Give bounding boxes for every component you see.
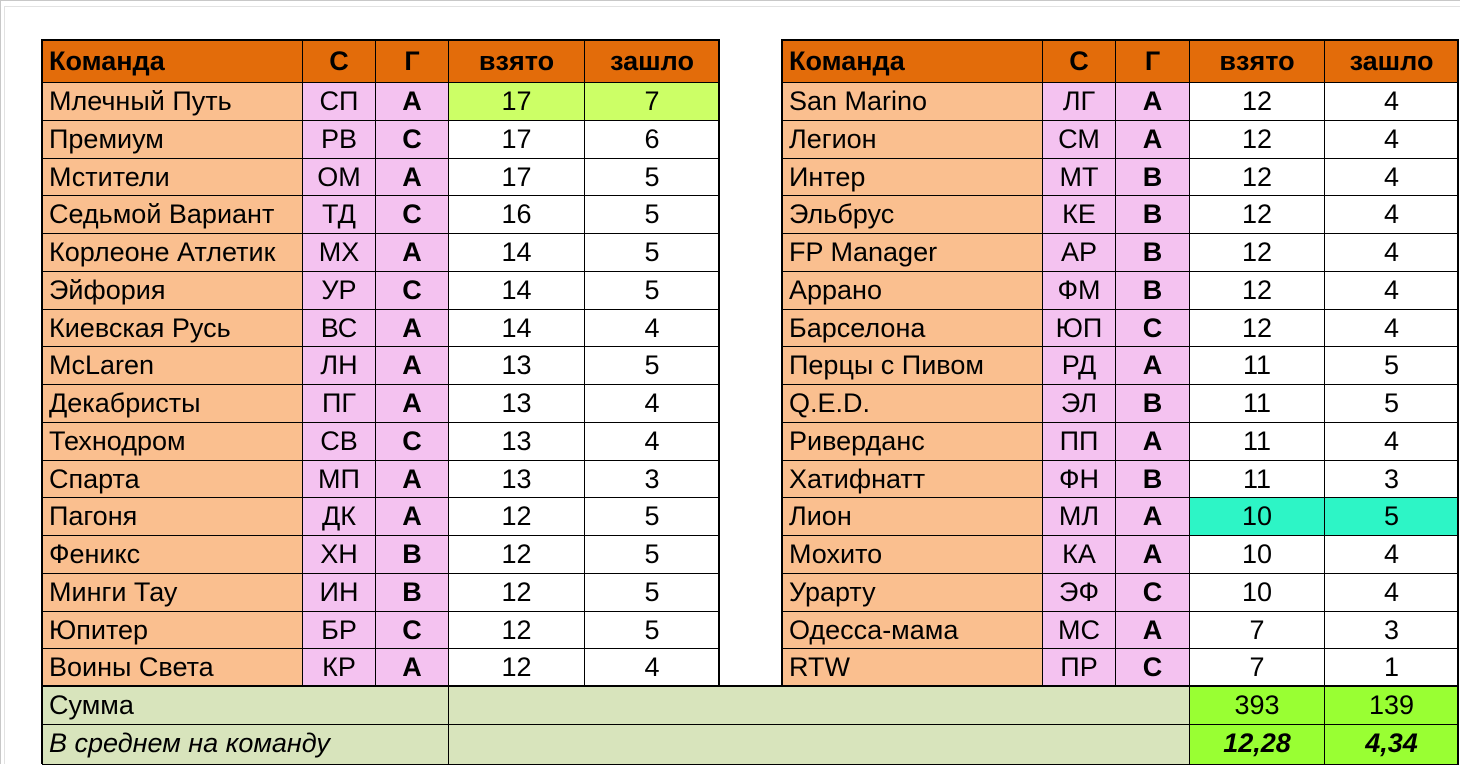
- left-row-taken[interactable]: 12: [448, 648, 585, 687]
- right-row-conceded[interactable]: 4: [1324, 422, 1459, 461]
- left-row-s[interactable]: ПГ: [302, 384, 376, 423]
- right-row-team[interactable]: Мохито: [782, 535, 1043, 574]
- right-row-conceded[interactable]: 3: [1324, 460, 1459, 498]
- right-row-team[interactable]: San Marino: [782, 82, 1043, 121]
- right-row-conceded[interactable]: 4: [1324, 195, 1459, 234]
- left-row-team[interactable]: Эйфория: [42, 271, 303, 310]
- right-row-team[interactable]: Хатифнатт: [782, 460, 1043, 498]
- right-row-taken[interactable]: 12: [1189, 158, 1325, 196]
- left-row-conceded[interactable]: 5: [584, 158, 720, 196]
- right-row-g[interactable]: С: [1115, 648, 1190, 687]
- right-row-conceded[interactable]: 4: [1324, 82, 1459, 121]
- left-row-s[interactable]: БР: [302, 611, 376, 649]
- left-row-team[interactable]: Пагоня: [42, 497, 303, 536]
- left-row-team[interactable]: Киевская Русь: [42, 309, 303, 347]
- left-row-team[interactable]: Технодром: [42, 422, 303, 461]
- right-row-team[interactable]: Аррано: [782, 271, 1043, 310]
- left-header-team: Команда: [42, 40, 303, 83]
- right-row-conceded[interactable]: 3: [1324, 611, 1459, 649]
- left-row-taken[interactable]: 12: [448, 497, 585, 536]
- right-row-conceded[interactable]: 4: [1324, 271, 1459, 310]
- left-row-s[interactable]: ЛН: [302, 346, 376, 385]
- left-row-taken[interactable]: 17: [448, 158, 585, 196]
- left-row-g[interactable]: В: [375, 535, 449, 574]
- left-header-conceded: зашло: [584, 40, 720, 83]
- left-row-taken[interactable]: 12: [448, 573, 585, 612]
- avg-filler: [448, 724, 1190, 765]
- left-row-g[interactable]: С: [375, 195, 449, 234]
- right-row-team[interactable]: Q.E.D.: [782, 384, 1043, 423]
- right-row-s[interactable]: КА: [1042, 535, 1116, 574]
- left-row-team[interactable]: Декабристы: [42, 384, 303, 423]
- left-row-s[interactable]: ХН: [302, 535, 376, 574]
- left-header-s: С: [302, 40, 376, 83]
- summary-top-border: [41, 685, 1459, 687]
- right-row-g[interactable]: А: [1115, 535, 1190, 574]
- right-row-s[interactable]: ПП: [1042, 422, 1116, 461]
- sum-conceded[interactable]: 139: [1324, 686, 1459, 725]
- sum-label: Сумма: [42, 686, 449, 725]
- right-row-g[interactable]: В: [1115, 271, 1190, 310]
- left-row-conceded[interactable]: 4: [584, 309, 720, 347]
- left-row-taken[interactable]: 12: [448, 535, 585, 574]
- right-row-taken[interactable]: 12: [1189, 82, 1325, 121]
- right-row-team[interactable]: Легион: [782, 120, 1043, 159]
- right-row-g[interactable]: В: [1115, 384, 1190, 423]
- right-row-conceded[interactable]: 4: [1324, 573, 1459, 612]
- left-row-conceded[interactable]: 5: [584, 611, 720, 649]
- left-row-team[interactable]: Воины Света: [42, 648, 303, 687]
- right-header-conceded: зашло: [1324, 40, 1459, 83]
- left-row-taken[interactable]: 14: [448, 271, 585, 310]
- right-row-s[interactable]: ЛГ: [1042, 82, 1116, 121]
- right-row-taken[interactable]: 11: [1189, 422, 1325, 461]
- right-row-taken[interactable]: 11: [1189, 346, 1325, 385]
- left-row-taken[interactable]: 14: [448, 233, 585, 272]
- right-row-team[interactable]: Лион: [782, 497, 1043, 536]
- right-row-g[interactable]: В: [1115, 158, 1190, 196]
- left-row-taken[interactable]: 13: [448, 460, 585, 498]
- left-outer-border: [41, 39, 43, 764]
- left-row-s[interactable]: МХ: [302, 233, 376, 272]
- left-row-g[interactable]: А: [375, 82, 449, 121]
- left-header-taken: взято: [448, 40, 585, 83]
- right-row-taken[interactable]: 12: [1189, 120, 1325, 159]
- avg-conceded[interactable]: 4,34: [1324, 724, 1459, 765]
- left-row-s[interactable]: ОМ: [302, 158, 376, 196]
- right-row-s[interactable]: ЭЛ: [1042, 384, 1116, 423]
- left-row-s[interactable]: УР: [302, 271, 376, 310]
- right-row-taken[interactable]: 11: [1189, 384, 1325, 423]
- right-table-top-border: [781, 39, 1459, 41]
- left-row-s[interactable]: СП: [302, 82, 376, 121]
- sum-taken[interactable]: 393: [1189, 686, 1325, 725]
- right-row-g[interactable]: А: [1115, 497, 1190, 536]
- right-row-taken[interactable]: 7: [1189, 648, 1325, 687]
- right-row-s[interactable]: ФМ: [1042, 271, 1116, 310]
- left-row-taken[interactable]: 13: [448, 422, 585, 461]
- left-row-conceded[interactable]: 4: [584, 384, 720, 423]
- right-outer-border: [1457, 39, 1459, 764]
- avg-taken[interactable]: 12,28: [1189, 724, 1325, 765]
- left-row-s[interactable]: КР: [302, 648, 376, 687]
- right-row-conceded[interactable]: 1: [1324, 648, 1459, 687]
- right-row-taken[interactable]: 12: [1189, 195, 1325, 234]
- right-row-team[interactable]: Эльбрус: [782, 195, 1043, 234]
- right-row-s[interactable]: РД: [1042, 346, 1116, 385]
- right-row-conceded[interactable]: 5: [1324, 346, 1459, 385]
- left-row-g[interactable]: С: [375, 422, 449, 461]
- right-header-g: Г: [1115, 40, 1190, 83]
- right-header-team: Команда: [782, 40, 1043, 83]
- right-row-taken[interactable]: 12: [1189, 271, 1325, 310]
- right-row-s[interactable]: АР: [1042, 233, 1116, 272]
- left-row-conceded[interactable]: 5: [584, 535, 720, 574]
- left-row-g[interactable]: А: [375, 460, 449, 498]
- right-row-team[interactable]: Барселона: [782, 309, 1043, 347]
- left-table-top-border: [41, 39, 720, 41]
- sum-filler: [448, 686, 1190, 725]
- left-row-conceded[interactable]: 4: [584, 648, 720, 687]
- left-row-g[interactable]: А: [375, 497, 449, 536]
- left-row-g[interactable]: А: [375, 346, 449, 385]
- left-row-conceded[interactable]: 5: [584, 573, 720, 612]
- avg-label: В среднем на команду: [42, 724, 449, 765]
- left-row-taken[interactable]: 13: [448, 384, 585, 423]
- left-table-right-border: [718, 39, 720, 687]
- right-row-g[interactable]: А: [1115, 346, 1190, 385]
- left-row-team[interactable]: McLaren: [42, 346, 303, 385]
- right-row-team[interactable]: Урарту: [782, 573, 1043, 612]
- right-row-team[interactable]: Риверданс: [782, 422, 1043, 461]
- right-row-s[interactable]: СМ: [1042, 120, 1116, 159]
- right-row-conceded[interactable]: 4: [1324, 535, 1459, 574]
- right-table-left-border: [781, 39, 783, 687]
- right-row-s[interactable]: МТ: [1042, 158, 1116, 196]
- left-row-team[interactable]: Премиум: [42, 120, 303, 159]
- left-row-g[interactable]: А: [375, 158, 449, 196]
- left-row-taken[interactable]: 13: [448, 346, 585, 385]
- left-row-g[interactable]: А: [375, 309, 449, 347]
- left-row-team[interactable]: Седьмой Вариант: [42, 195, 303, 234]
- left-row-conceded[interactable]: 7: [584, 82, 720, 121]
- left-row-team[interactable]: Корлеоне Атлетик: [42, 233, 303, 272]
- right-row-conceded[interactable]: 4: [1324, 233, 1459, 272]
- right-row-g[interactable]: А: [1115, 120, 1190, 159]
- right-row-conceded[interactable]: 4: [1324, 158, 1459, 196]
- left-row-g[interactable]: С: [375, 271, 449, 310]
- left-row-team[interactable]: Спарта: [42, 460, 303, 498]
- right-row-taken[interactable]: 10: [1189, 573, 1325, 612]
- right-row-taken[interactable]: 12: [1189, 233, 1325, 272]
- right-row-team[interactable]: Перцы с Пивом: [782, 346, 1043, 385]
- right-row-s[interactable]: ЮП: [1042, 309, 1116, 347]
- left-row-s[interactable]: ИН: [302, 573, 376, 612]
- right-row-conceded[interactable]: 4: [1324, 309, 1459, 347]
- right-row-s[interactable]: ФН: [1042, 460, 1116, 498]
- left-row-taken[interactable]: 16: [448, 195, 585, 234]
- left-row-g[interactable]: А: [375, 384, 449, 423]
- right-row-g[interactable]: А: [1115, 82, 1190, 121]
- left-row-team[interactable]: Мстители: [42, 158, 303, 196]
- right-row-team[interactable]: Интер: [782, 158, 1043, 196]
- left-row-conceded[interactable]: 5: [584, 271, 720, 310]
- left-row-taken[interactable]: 17: [448, 120, 585, 159]
- right-row-conceded[interactable]: 4: [1324, 120, 1459, 159]
- right-row-s[interactable]: КЕ: [1042, 195, 1116, 234]
- right-row-g[interactable]: А: [1115, 422, 1190, 461]
- right-row-team[interactable]: RTW: [782, 648, 1043, 687]
- left-row-conceded[interactable]: 6: [584, 120, 720, 159]
- right-row-g[interactable]: В: [1115, 460, 1190, 498]
- right-row-s[interactable]: МЛ: [1042, 497, 1116, 536]
- left-row-g[interactable]: С: [375, 120, 449, 159]
- right-row-g[interactable]: С: [1115, 309, 1190, 347]
- left-row-team[interactable]: Млечный Путь: [42, 82, 303, 121]
- left-row-conceded[interactable]: 5: [584, 497, 720, 536]
- left-row-taken[interactable]: 12: [448, 611, 585, 649]
- left-row-conceded[interactable]: 5: [584, 233, 720, 272]
- right-row-taken[interactable]: 10: [1189, 535, 1325, 574]
- left-row-conceded[interactable]: 4: [584, 422, 720, 461]
- left-row-team[interactable]: Феникс: [42, 535, 303, 574]
- right-header-taken: взято: [1189, 40, 1325, 83]
- right-row-s[interactable]: ЭФ: [1042, 573, 1116, 612]
- right-row-conceded[interactable]: 5: [1324, 384, 1459, 423]
- right-row-s[interactable]: ПР: [1042, 648, 1116, 687]
- left-row-s[interactable]: МП: [302, 460, 376, 498]
- right-header-s: С: [1042, 40, 1116, 83]
- right-row-taken[interactable]: 10: [1189, 497, 1325, 536]
- right-row-taken[interactable]: 11: [1189, 460, 1325, 498]
- right-row-g[interactable]: В: [1115, 195, 1190, 234]
- left-row-g[interactable]: В: [375, 573, 449, 612]
- right-row-g[interactable]: С: [1115, 573, 1190, 612]
- left-row-s[interactable]: РВ: [302, 120, 376, 159]
- right-row-team[interactable]: FP Manager: [782, 233, 1043, 272]
- right-row-taken[interactable]: 12: [1189, 309, 1325, 347]
- left-row-conceded[interactable]: 5: [584, 346, 720, 385]
- right-row-g[interactable]: А: [1115, 611, 1190, 649]
- right-row-taken[interactable]: 7: [1189, 611, 1325, 649]
- left-row-team[interactable]: Минги Тау: [42, 573, 303, 612]
- left-row-team[interactable]: Юпитер: [42, 611, 303, 649]
- left-row-s[interactable]: СВ: [302, 422, 376, 461]
- right-row-g[interactable]: В: [1115, 233, 1190, 272]
- left-row-taken[interactable]: 14: [448, 309, 585, 347]
- left-row-conceded[interactable]: 3: [584, 460, 720, 498]
- left-row-s[interactable]: ВС: [302, 309, 376, 347]
- right-row-s[interactable]: МС: [1042, 611, 1116, 649]
- left-row-s[interactable]: ДК: [302, 497, 376, 536]
- right-row-conceded[interactable]: 5: [1324, 497, 1459, 536]
- left-header-g: Г: [375, 40, 449, 83]
- left-row-g[interactable]: А: [375, 648, 449, 687]
- left-row-g[interactable]: С: [375, 611, 449, 649]
- left-row-conceded[interactable]: 5: [584, 195, 720, 234]
- left-row-s[interactable]: ТД: [302, 195, 376, 234]
- right-row-team[interactable]: Одесса-мама: [782, 611, 1043, 649]
- left-row-taken[interactable]: 17: [448, 82, 585, 121]
- left-row-g[interactable]: А: [375, 233, 449, 272]
